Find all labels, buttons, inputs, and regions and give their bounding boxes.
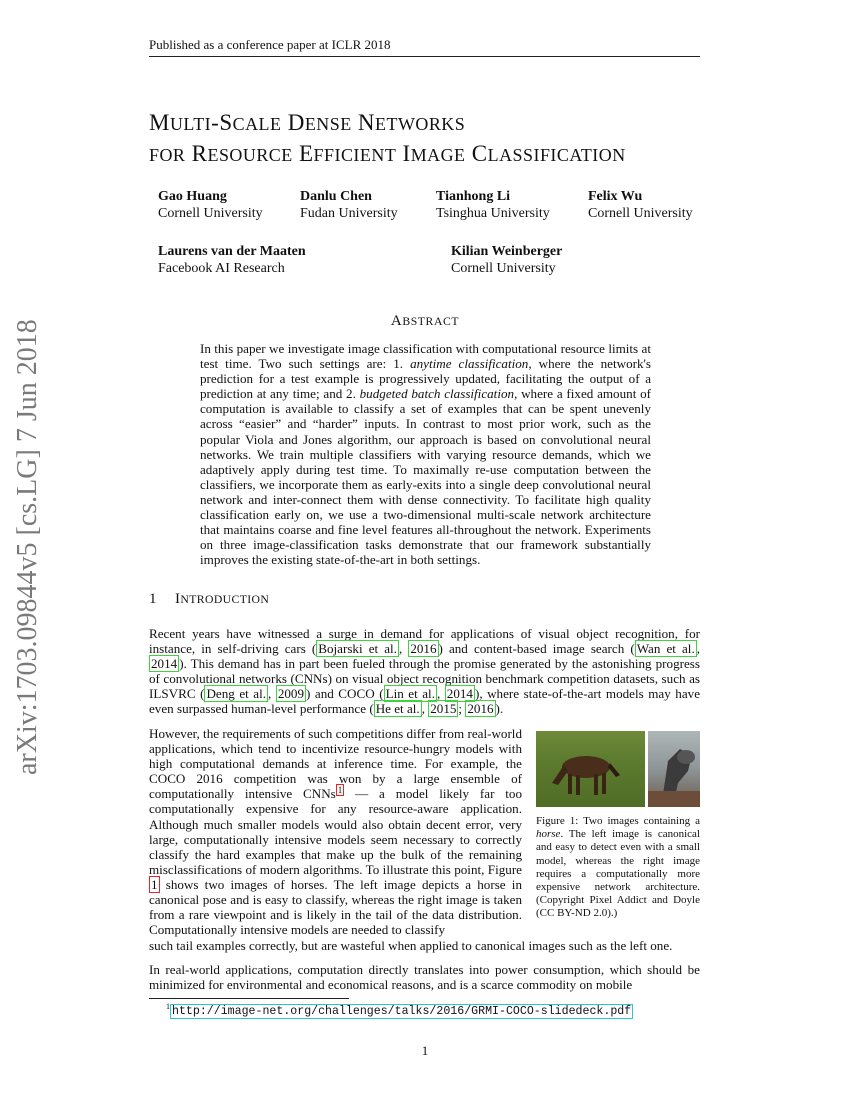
footnote-rule	[149, 998, 349, 999]
intro-paragraph-2-continued: such tail examples correctly, but are wasteful when applied to canonical images such as the left one.	[149, 938, 673, 953]
figure-1-images	[536, 731, 700, 807]
citation-link[interactable]: Bojarski et al.	[318, 641, 397, 657]
author-affiliation: Cornell University	[158, 206, 263, 221]
figure-ref-link[interactable]: 1	[151, 876, 158, 892]
running-header: Published as a conference paper at ICLR 2018	[149, 37, 700, 57]
title-line-1: MULTI-SCALE DENSE NETWORKS	[149, 110, 466, 135]
citation-link[interactable]: Deng et al.	[206, 686, 267, 702]
horse-right-icon	[648, 731, 700, 807]
author-affiliation: Cornell University	[588, 206, 693, 221]
author-block	[436, 188, 550, 222]
citation-link[interactable]: 2014	[446, 686, 473, 702]
author-affiliation: Facebook AI Research	[158, 261, 285, 276]
author-name: Felix Wu	[588, 189, 643, 204]
intro-paragraph-1: Recent years have witnessed a surge in demand for applications of visual object recognition, for instance, in self-driving cars ( Bojarski et al. , 2016 ) and content-based image search ( Wan et al. , 2014 ). This demand has in part been fueled through the promise generated by the astonishing progress of convolutional networks (CNNs) on visual object recognition benchmark competition datasets, such as ILSVRC ( Deng et al. , 2009 ) and COCO ( Lin et al. , 2014 ), where state-of-the-art models may have even surpassed human-level performance ( He et al. , 2015 ; 2016 ).	[149, 626, 701, 717]
citation-link[interactable]: He et al.	[375, 701, 420, 717]
citation-link[interactable]: Lin et al.	[385, 686, 435, 702]
section-heading-introduction: 1 INTRODUCTION	[149, 591, 270, 607]
intro-paragraph-2: However, the requirements of such competitions differ from real-world applications, which tend to incentivize resource-hungry models with high computational demands at inference time. For example, the COCO 2016 competition was won by a large ensemble of computationally intensive CNNs $^1$ — a model likely far too computationally expensive for any resource-aware application. Although much smaller models would also obtain decent error, very large, computationally intensive models seem necessary to correctly classify the hard examples that make up the bulk of the remaining misclassifications of modern algorithms. To illustrate this point, Figure 1 shows two images of horses. The left image depicts a horse in canonical pose and is easy to classify, whereas the right image is taken from a rare viewpoint and is likely in the tail of the data distribution. Computationally intensive models are needed to classify	[149, 726, 523, 938]
footnote-url-link[interactable]: http://image-net.org/challenges/talks/2016/GRMI-COCO-slidedeck.pdf	[172, 1005, 632, 1018]
author-name: Gao Huang	[158, 189, 227, 204]
footnote: $^1$ http://image-net.org/challenges/talks/2016/GRMI-COCO-slidedeck.pdf	[166, 1002, 632, 1018]
author-block	[588, 188, 693, 222]
citation-link[interactable]: 2014	[151, 656, 178, 672]
horse-image-canonical	[536, 731, 645, 807]
horse-left-icon	[536, 731, 645, 807]
citation-link[interactable]: 2016	[410, 641, 437, 657]
author-block	[451, 243, 562, 277]
citation-link[interactable]: 2009	[277, 686, 305, 702]
figure-1-caption: Figure 1: Two images containing a horse. The left image is canonical and easy to detect even with a small model, whereas the right image requires a computationally more expensive network architecture. (Copyright Pixel Addict and Doyle (CC BY-ND 2.0).)	[536, 815, 700, 920]
citation-link[interactable]: 2015	[430, 701, 457, 717]
author-name: Laurens van der Maaten	[158, 244, 306, 259]
citation-link[interactable]: 2016	[467, 701, 494, 717]
author-block	[158, 188, 263, 222]
intro-paragraph-3: In real-world applications, computation directly translates into power consumption, which should be minimized for environmental and economical reasons, and is a scarce commodity on mobile	[149, 962, 700, 993]
author-affiliation: Fudan University	[300, 206, 398, 221]
abstract-heading: ABSTRACT	[390, 313, 460, 329]
abstract-body: In this paper we investigate image classification with computational resource limits at test time. Two such settings are: 1. anytime classification, where the network's prediction for a test example is progressively updated, facilitating the output of a prediction at any time; and 2. budgeted batch classification, where a fixed amount of computation is available to classify a set of examples that can be spent unevenly across “easier” and “harder” inputs. In contrast to most prior work, such as the popular Viola and Jones algorithm, our approach is based on convolutional neural networks. We train multiple classifiers with varying resource demands, which we adaptively apply during test time. To maximally re-use computation between the classifiers, we incorporate them as early-exits into a single deep convolutional neural network and inter-connect them with dense connectivity. To facilitate high quality classification early on, we use a two-dimensional multi-scale network architecture that maintains coarse and fine level features all-throughout the network. Experiments on three image-classification tasks demonstrate that our framework substantially improves the existing state-of-the-art in both settings.	[200, 341, 652, 568]
paper-title	[149, 108, 626, 170]
author-block	[158, 243, 306, 277]
arxiv-stamp: arXiv:1703.09844v5 [cs.LG] 7 Jun 2018	[12, 319, 43, 775]
title-line-2: FOR RESOURCE EFFICIENT IMAGE CLASSIFICATION	[149, 141, 626, 166]
author-name: Tianhong Li	[436, 189, 511, 204]
footnote-ref-link[interactable]: 1	[337, 785, 343, 796]
horse-image-rare-viewpoint	[648, 731, 700, 807]
citation-link[interactable]: Wan et al.	[636, 641, 695, 657]
author-affiliation: Cornell University	[451, 261, 556, 276]
author-name: Danlu Chen	[300, 189, 372, 204]
author-name: Kilian Weinberger	[451, 244, 563, 259]
page-number: 1	[421, 1043, 429, 1058]
author-affiliation: Tsinghua University	[436, 206, 550, 221]
author-block	[300, 188, 398, 222]
